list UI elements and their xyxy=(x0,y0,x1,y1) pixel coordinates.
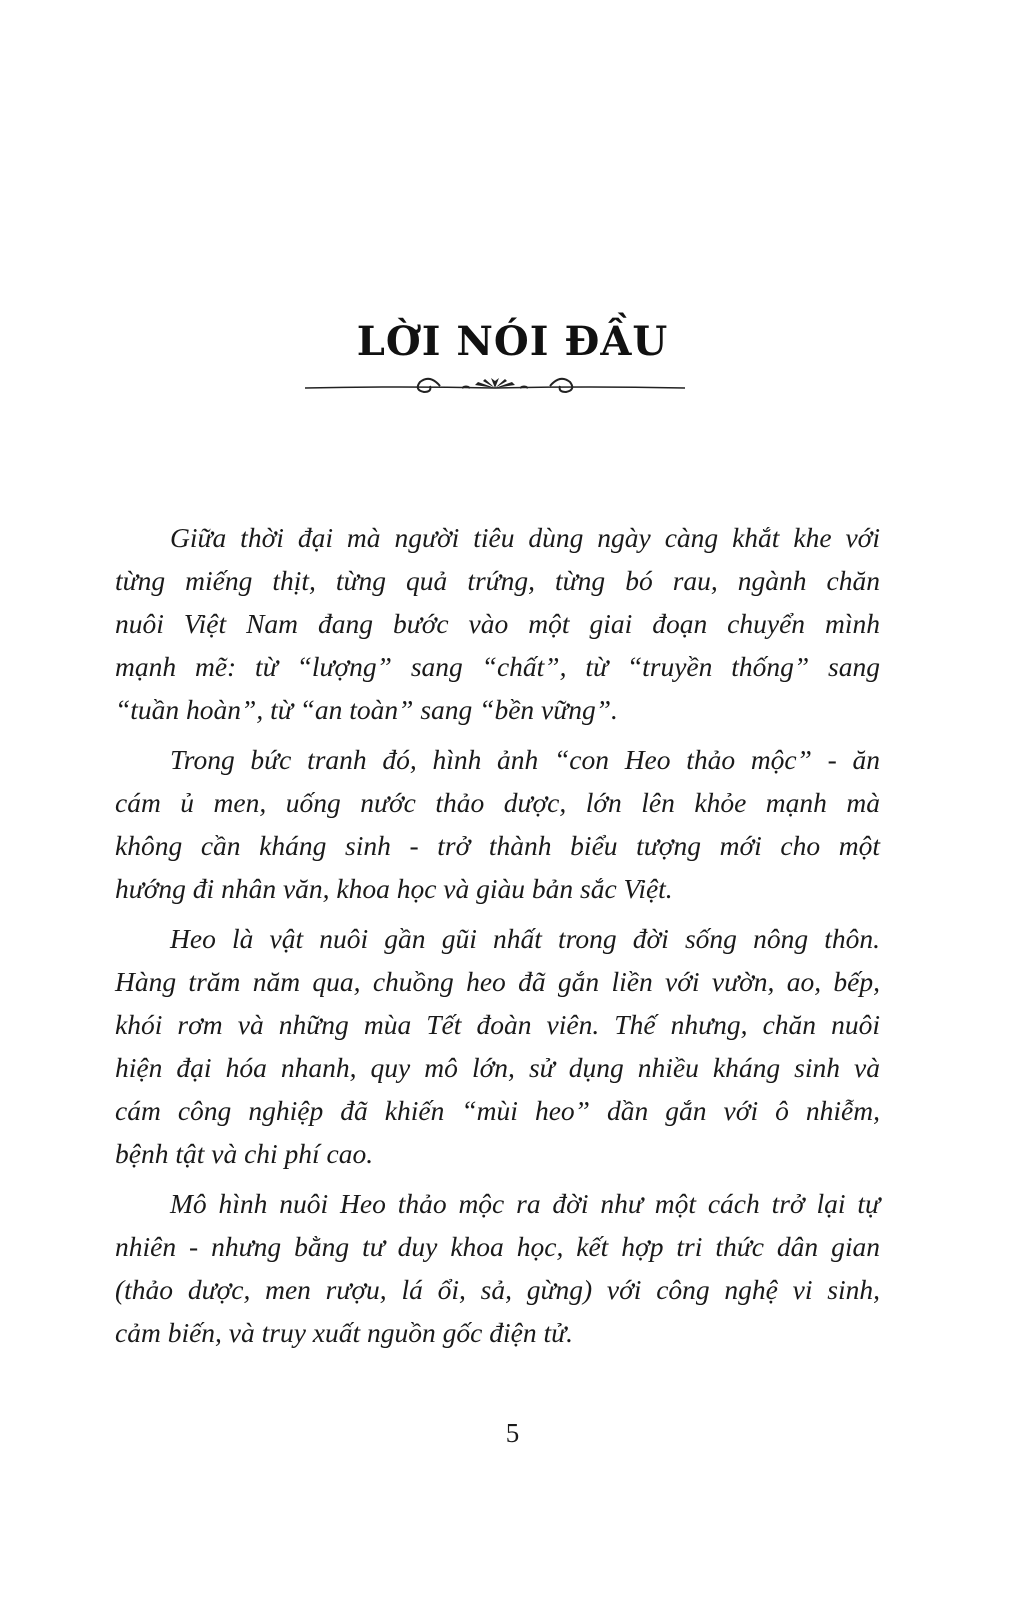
text-line: cám công nghiệp đã khiến “mùi heo” dần gắn với ô nhiễm, xyxy=(115,1095,880,1126)
text-line: (thảo dược, men rượu, lá ổi, sả, gừng) với công nghệ vi sinh, xyxy=(115,1274,880,1305)
text-line: Giữa thời đại mà người tiêu dùng ngày càng khắt khe với xyxy=(170,522,880,553)
body-text xyxy=(115,516,880,1361)
text-line: từng miếng thịt, từng quả trứng, từng bó rau, ngành chăn xyxy=(115,565,880,596)
divider-ornament-icon xyxy=(305,372,685,400)
page-number: 5 xyxy=(505,1418,520,1448)
text-line: Heo là vật nuôi gần gũi nhất trong đời sống nông thôn. xyxy=(170,923,880,954)
paragraph xyxy=(115,738,880,910)
text-line: “tuần hoàn”, từ “an toàn” sang “bền vững”. xyxy=(115,694,618,725)
text-line: Trong bức tranh đó, hình ảnh “con Heo thảo mộc” - ăn xyxy=(170,744,880,775)
paragraph xyxy=(115,1182,880,1354)
text-line: không cần kháng sinh - trở thành biểu tượng mới cho một xyxy=(115,830,880,861)
text-line: nhiên - nhưng bằng tư duy khoa học, kết hợp tri thức dân gian xyxy=(115,1231,880,1262)
text-line: cám ủ men, uống nước thảo dược, lớn lên khỏe mạnh mà xyxy=(115,787,880,818)
text-line: Mô hình nuôi Heo thảo mộc ra đời như một cách trở lại tự xyxy=(170,1188,880,1219)
text-line: mạnh mẽ: từ “lượng” sang “chất”, từ “truyền thống” sang xyxy=(115,651,880,682)
text-line: cảm biến, và truy xuất nguồn gốc điện tử. xyxy=(115,1317,573,1348)
text-line: bệnh tật và chi phí cao. xyxy=(115,1138,374,1169)
paragraph xyxy=(115,917,880,1175)
text-line: Hàng trăm năm qua, chuồng heo đã gắn liền với vườn, ao, bếp, xyxy=(115,966,880,997)
text-line: nuôi Việt Nam đang bước vào một giai đoạn chuyển mình xyxy=(115,608,880,639)
page-title: LỜI NÓI ĐẦU xyxy=(356,318,669,365)
text-line: hiện đại hóa nhanh, quy mô lớn, sử dụng nhiều kháng sinh và xyxy=(115,1052,880,1083)
text-line: hướng đi nhân văn, khoa học và giàu bản sắc Việt. xyxy=(115,873,673,904)
paragraph xyxy=(115,516,880,731)
text-line: khói rơm và những mùa Tết đoàn viên. Thế nhưng, chăn nuôi xyxy=(115,1009,880,1040)
